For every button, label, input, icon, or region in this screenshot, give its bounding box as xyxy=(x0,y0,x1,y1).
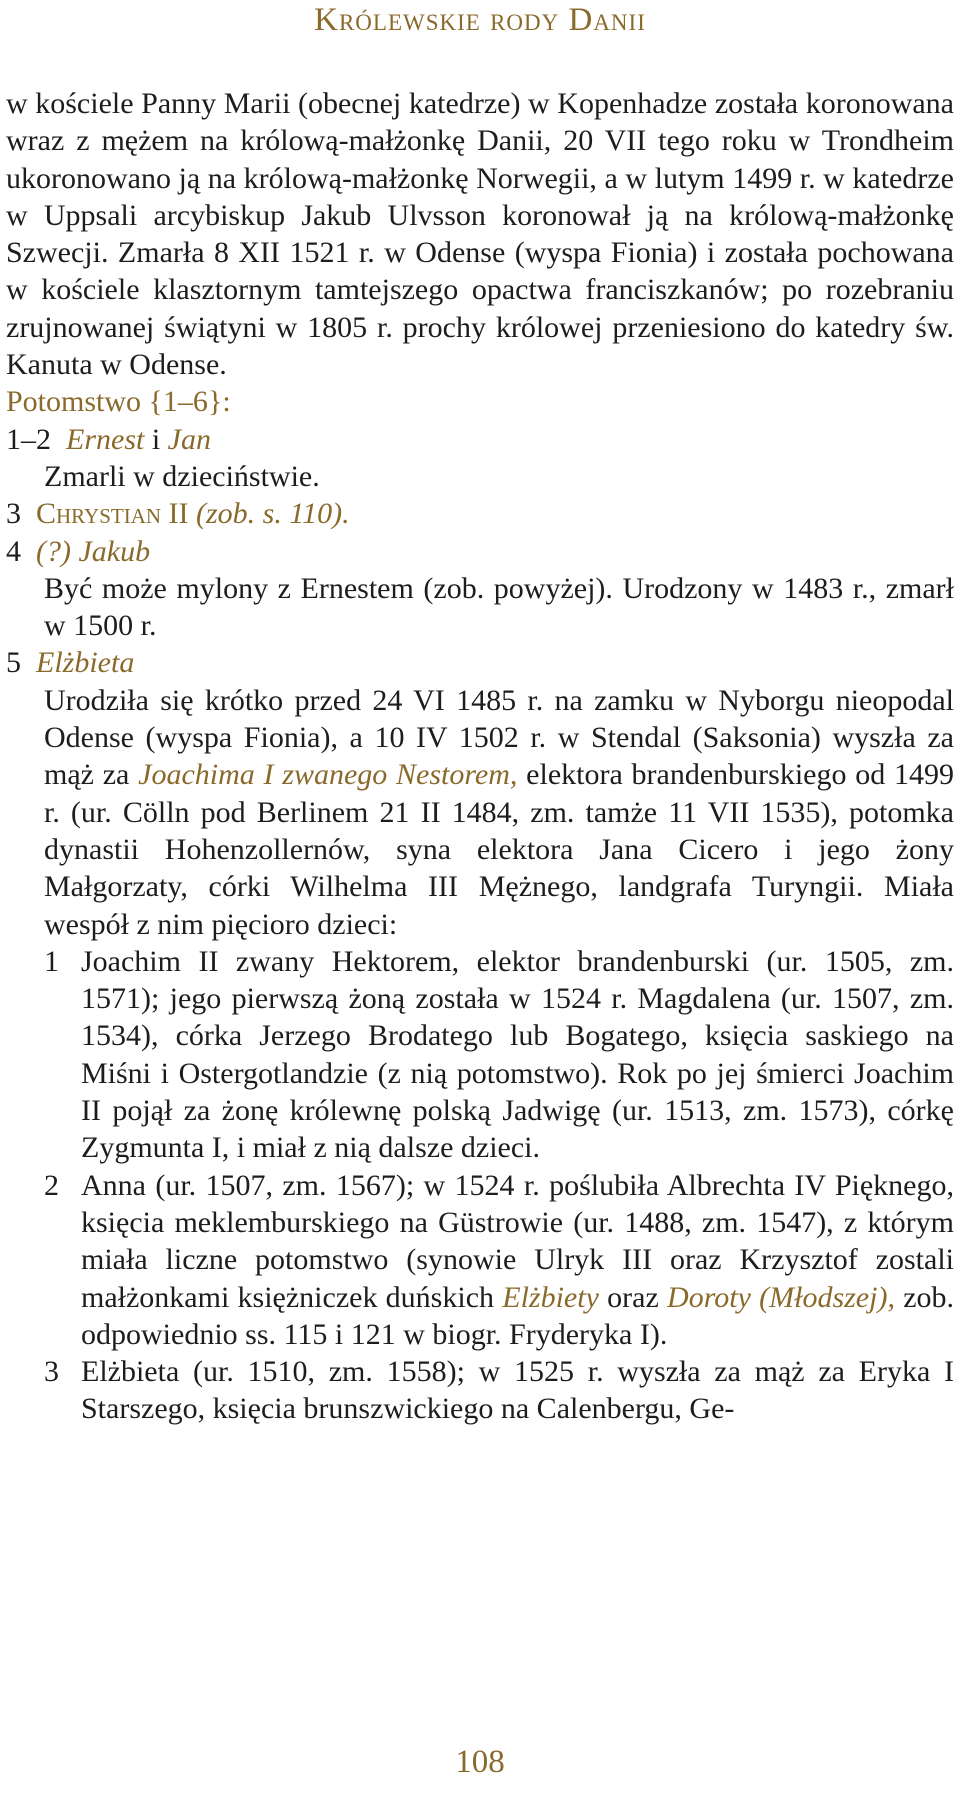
child-item xyxy=(6,1167,954,1353)
intro-paragraph: w kościele Panny Marii (obecnej katedrze) w Kopenhadze została koronowana wraz z mężem na królową-małżonkę Danii, 20 VII tego roku w Trondheim ukoronowano ją na królową-małżonkę Norwegii, a w lutym 1499 r. w katedrze w Uppsali arcybiskup Jakub Ulvsson koronował ją na królową-małżonkę Szwecji. Zmarła 8 XII 1521 r. w Odense (wyspa Fionia) i została pochowana w kościele klasztornym tamtejszego opactwa franciszkanów; po rozebraniu zrujnowanej świątyni w 1805 r. prochy królowej przeniesiono do katedry św. Kanuta w Odense. xyxy=(6,87,954,382)
entry-3 xyxy=(6,495,954,532)
person-name: Jan xyxy=(167,422,211,456)
child-number: 2 xyxy=(44,1168,59,1202)
running-header: Królewskie rody Danii xyxy=(314,2,646,38)
child-number: 1 xyxy=(44,944,59,978)
spouse-name: Joachima I zwanego Nestorem, xyxy=(138,758,518,792)
child-item xyxy=(6,1353,954,1428)
entry-number: 1–2 xyxy=(6,422,51,456)
page-number: 108 xyxy=(455,1744,505,1780)
conjunction: i xyxy=(151,422,161,456)
offspring-heading: Potomstwo {1–6}: xyxy=(6,385,231,419)
entry-description: Zmarli w dzieciństwie. xyxy=(44,459,320,493)
entry-description: Urodziła się krótko przed 24 VI 1485 r. na zamku w Nyborgu nieopodal Odense (wyspa Fionia), a 10 IV 1502 r. w Stendal (Saksonia) wyszła za mąż za Joachima I zwanego Nestorem, elektora brandenburskiego od 1499 r. (ur. Cölln pod Berlinem 21 II 1484, zm. tamże 11 VII 1535), potomka dynastii Hohenzollernów, syna elektora Jana Cicero i jego żony Małgorzaty, córki Wilhelma III Mężnego, landgrafa Turyngii. Miała wespół z nim pięcioro dzieci: xyxy=(44,683,954,941)
entry-description: Być może mylony z Ernestem (zob. powyżej). Urodzony w 1483 r., zmarł w 1500 r. xyxy=(44,571,954,643)
entry-number: 5 xyxy=(6,646,21,680)
cross-reference: (zob. s. 110). xyxy=(196,497,350,531)
child-text: Anna (ur. 1507, zm. 1567); w 1524 r. poślubiła Albrechta IV Pięknego, księcia meklemburskiego na Güstrowie (ur. 1488, zm. 1547), z którym miała liczne potomstwo (synowie Ulryk III oraz Krzysztof zostali małżonkami księżniczek duńskich Elżbiety oraz Doroty (Młodszej), zob. odpowiednio ss. 115 i 121 w biogr. Fryderyka I). xyxy=(81,1168,955,1351)
entry-5 xyxy=(6,644,954,1427)
person-name: (?) Jakub xyxy=(36,534,151,568)
child-number: 3 xyxy=(44,1355,59,1389)
person-link: Elżbiety xyxy=(502,1280,599,1314)
child-item xyxy=(6,943,954,1167)
entry-number: 4 xyxy=(6,534,21,568)
entry-number: 3 xyxy=(6,497,21,531)
page-body xyxy=(6,85,954,1428)
person-name: Ernest xyxy=(66,422,145,456)
entry-4 xyxy=(6,533,954,645)
entry-1-2 xyxy=(6,421,954,496)
person-name: Chrystian II xyxy=(36,497,189,531)
child-text: Joachim II zwany Hektorem, elektor brandenburski (ur. 1505, zm. 1571); jego pierwszą żoną została w 1524 r. Magdalena (ur. 1507, zm. 1534), córka Jerzego Brodatego lub Bogatego, księcia saskiego na Miśni i Ostergotlandzie (z nią potomstwo). Rok po jej śmierci Joachim II pojął za żonę królewnę polską Jadwigę (ur. 1513, zm. 1573), córkę Zygmunta I, i miał z nią dalsze dzieci. xyxy=(81,944,954,1165)
child-text: Elżbieta (ur. 1510, zm. 1558); w 1525 r. wyszła za mąż za Eryka I Starszego, księcia brunszwickiego na Calenbergu, Ge- xyxy=(81,1355,954,1426)
person-name: Elżbieta xyxy=(36,646,135,680)
person-link: Doroty (Młodszej), xyxy=(667,1280,895,1314)
